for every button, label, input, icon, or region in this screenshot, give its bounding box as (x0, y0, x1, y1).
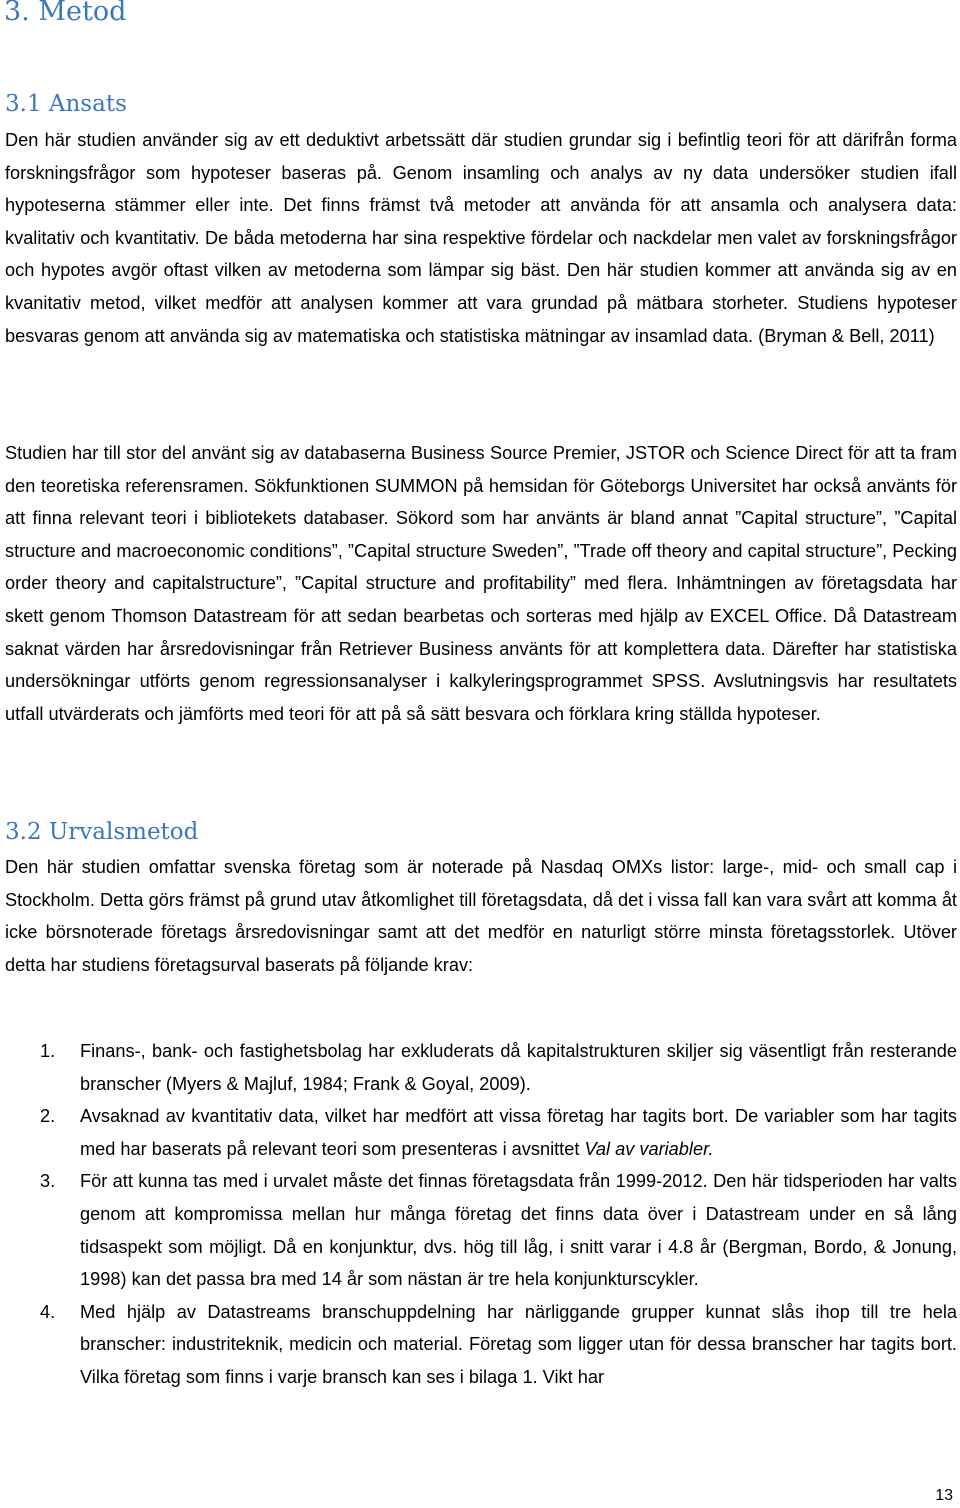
list-item (0, 1165, 957, 1295)
paragraph-urvalsmetod: Den här studien omfattar svenska företag som är noterade på Nasdaq OMXs listor: large-, mid- och small cap i Stockholm. Detta görs främst på grund utav åtkomlighet till företagsdata, då det i vissa fall kan vara svårt att komma åt icke börsnoterade företags årsredovisningar samt att det medför en naturligt större minsta företagsstorlek. Utöver detta har studiens företagsurval baserats på följande krav: (5, 857, 957, 975)
list-item-number: 3. (40, 1171, 56, 1192)
list-item (0, 1035, 957, 1100)
list-item-text: Med hjälp av Datastreams branschuppdelning har närliggande grupper kunnat slås ihop till tre hela branscher: industriteknik, medicin och material. Företag som ligger utan för dessa branscher har tagits bort. Vilka företag som finns i varje bransch kan ses i bilaga 1. Vikt har (80, 1301, 957, 1387)
page-number: 13 (935, 1487, 953, 1504)
list-item-text: För att kunna tas med i urvalet måste det finnas företagsdata från 1999-2012. Den här tidsperioden har valts genom att kompromissa mellan hur många företag det finns data över i Datastream under en så lång tidsaspekt som möjligt. Då en konjunktur, dvs. hög till låg, i snitt varar i 4.8 år (Bergman, Bordo, & Jonung, 1998) kan det passa bra med 14 år som nästan är tre hela konjunkturscykler. (80, 1171, 957, 1290)
list-item-number: 4. (40, 1301, 56, 1322)
paragraph-ansats-1: Den här studien använder sig av ett deduktivt arbetssätt där studien grundar sig i befintlig teori för att därifrån forma forskningsfrågor som hypoteser baseras på. Genom insamling och analys av ny data undersöker studien ifall hypoteserna stämmer eller inte. Det finns främst två metoder att använda för att ansamla och analysera data: kvalitativ och kvantitativ. De båda metoderna har sina respektive fördelar och nackdelar men valet av forskningsfrågor och hypotes avgör oftast vilken av metoderna som lämpar sig bäst. Den här studien kommer att använda sig av en kvanitativ metod, vilket medför att analysen kommer att vara grundad på mätbara storheter. Studiens hypoteser besvaras genom att använda sig av matematiska och statistiska mätningar av insamlad data. (Bryman & Bell, 2011) (5, 130, 957, 346)
list-item (0, 1100, 957, 1165)
chapter-title: 3. Metod (4, 0, 127, 27)
section-title-ansats: 3.1 Ansats (5, 91, 127, 117)
list-item-emphasis: Val av variabler. (584, 1138, 714, 1159)
section-title-urvalsmetod: 3.2 Urvalsmetod (5, 819, 199, 845)
list-item-text: Avsaknad av kvantitativ data, vilket har medfört att vissa företag har tagits bort. De variabler som har tagits med har baserats på relevant teori som presenteras i avsnittet (80, 1106, 957, 1159)
criteria-list (0, 1035, 960, 1394)
paragraph-ansats-2: Studien har till stor del använt sig av databaserna Business Source Premier, JSTOR och Science Direct för att ta fram den teoretiska referensramen. Sökfunktionen SUMMON på hemsidan för Göteborgs Universitet har också använts för att finna relevant teori i bibliotekets databaser. Sökord som har använts är bland annat ”Capital structure”, ”Capital structure and macroeconomic conditions”, ”Capital structure Sweden”, ”Trade off theory and capital structure”, Pecking order theory and capitalstructure”, ”Capital structure and profitability” med flera. Inhämtningen av företagsdata har skett genom Thomson Datastream för att sedan bearbetas och sorteras med hjälp av EXCEL Office. Då Datastream saknat värden har årsredovisningar från Retriever Business använts för att komplettera data. Därefter har statistiska undersökningar utförts genom regressionsanalyser i kalkyleringsprogrammet SPSS. Avslutningsvis har resultatets utfall utvärderats och jämförts med teori för att på så sätt besvara och förklara kring ställda hypoteser. (5, 443, 957, 724)
list-item (0, 1296, 957, 1394)
list-item-number: 2. (40, 1106, 56, 1127)
list-item-text: Finans-, bank- och fastighetsbolag har exkluderats då kapitalstrukturen skiljer sig väsentligt från resterande branscher (Myers & Majluf, 1984; Frank & Goyal, 2009). (80, 1041, 957, 1094)
list-item-number: 1. (40, 1041, 56, 1061)
